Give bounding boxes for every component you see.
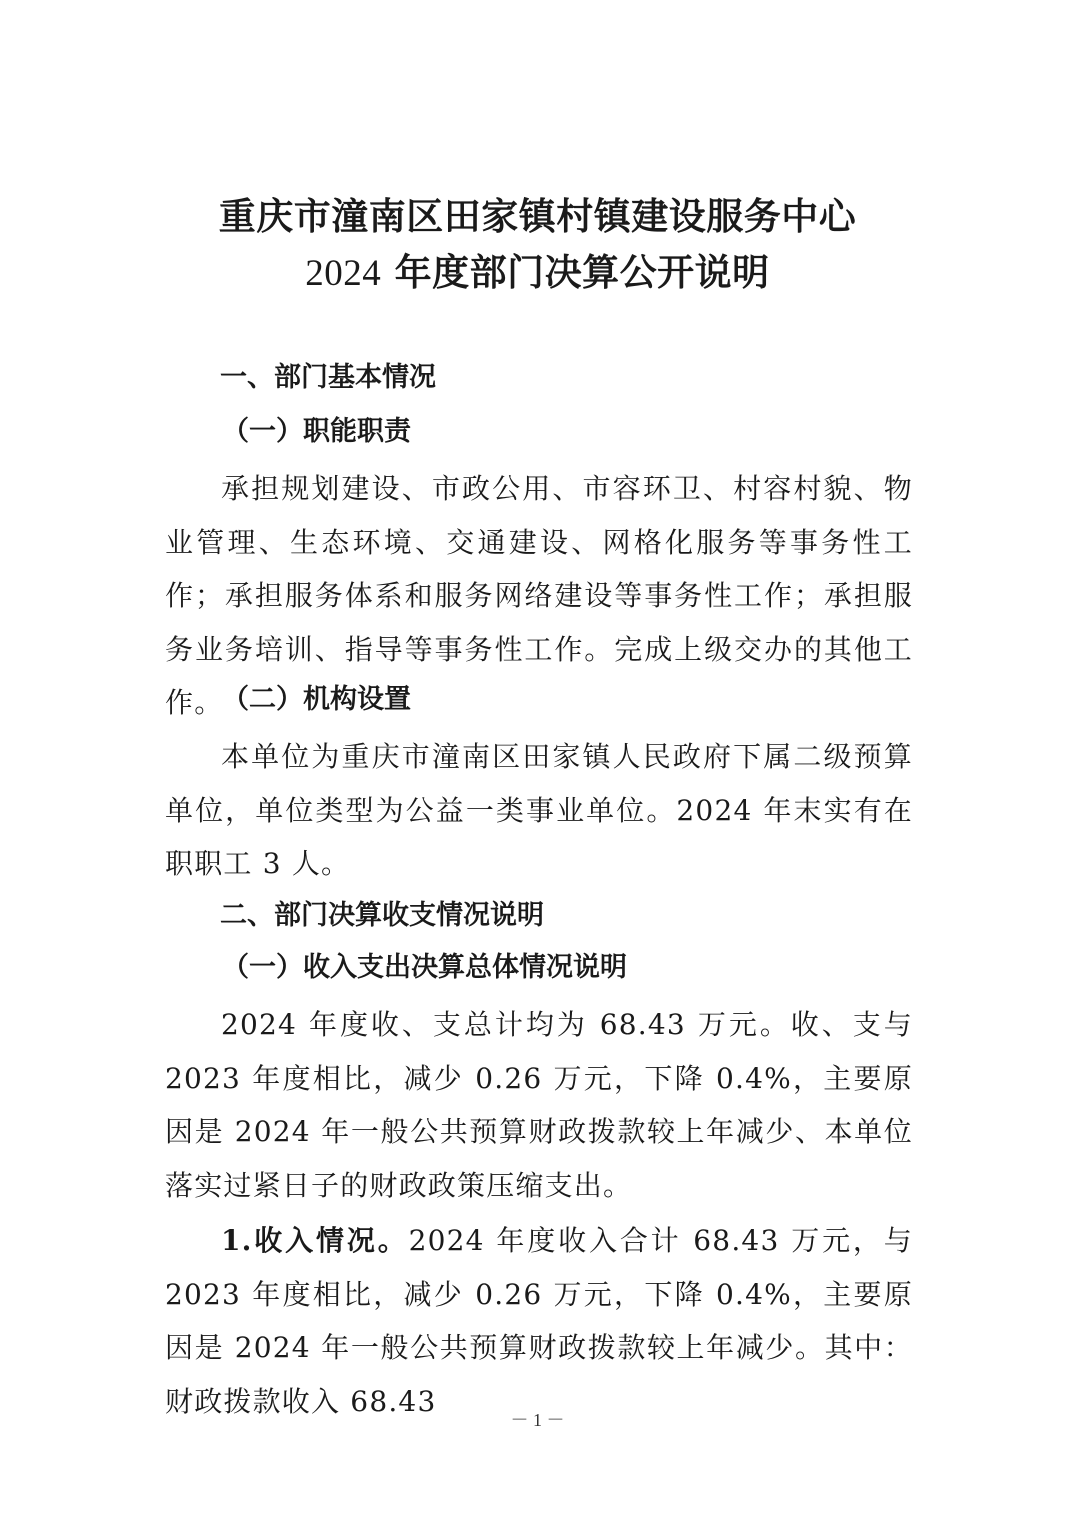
section1-heading: 一、部门基本情况 bbox=[220, 362, 436, 393]
income-label: 1.收入情况。 bbox=[221, 1224, 409, 1257]
section2-sub1-heading: （一）收入支出决算总体情况说明 bbox=[222, 952, 627, 983]
income-text: 2024 年度收入合计 68.43 万元，与 2023 年度相比，减少 0.26 万元，下降 0.4%，主要原因是 2024 年一般公共预算财政拨款较上年减少。其中：财政拨款收入 68.43 bbox=[165, 1224, 913, 1418]
section1-sub1-heading: （一）职能职责 bbox=[222, 416, 411, 447]
section1-sub2-text: 本单位为重庆市潼南区田家镇人民政府下属二级预算单位，单位类型为公益一类事业单位。2024 年末实有在职职工 3 人。 bbox=[165, 740, 913, 880]
title-year: 2024 bbox=[305, 253, 382, 294]
page-number: － 1 － bbox=[510, 1410, 565, 1430]
section1-sub2-heading: （二）机构设置 bbox=[222, 684, 411, 715]
section2-heading: 二、部门决算收支情况说明 bbox=[220, 900, 544, 931]
title-rest: 年度部门决算公开说明 bbox=[381, 250, 770, 294]
section2-sub1-text: 2024 年度收、支总计均为 68.43 万元。收、支与 2023 年度相比，减少 0.26 万元，下降 0.4%，主要原因是 2024 年一般公共预算财政拨款较上年减少、本单位落实过紧日子的财政政策压缩支出。 bbox=[165, 1008, 913, 1202]
document-title-line1: 重庆市潼南区田家镇村镇建设服务中心 bbox=[218, 194, 857, 238]
income-paragraph bbox=[165, 1214, 913, 1428]
document-title-line2 bbox=[0, 244, 1075, 302]
section1-sub1-text: 承担规划建设、市政公用、市容环卫、村容村貌、物业管理、生态环境、交通建设、网格化服务等事务性工作；承担服务体系和服务网络建设等事务性工作；承担服务业务培训、指导等事务性工作。完成上级交办的其他工作。 bbox=[165, 472, 913, 719]
